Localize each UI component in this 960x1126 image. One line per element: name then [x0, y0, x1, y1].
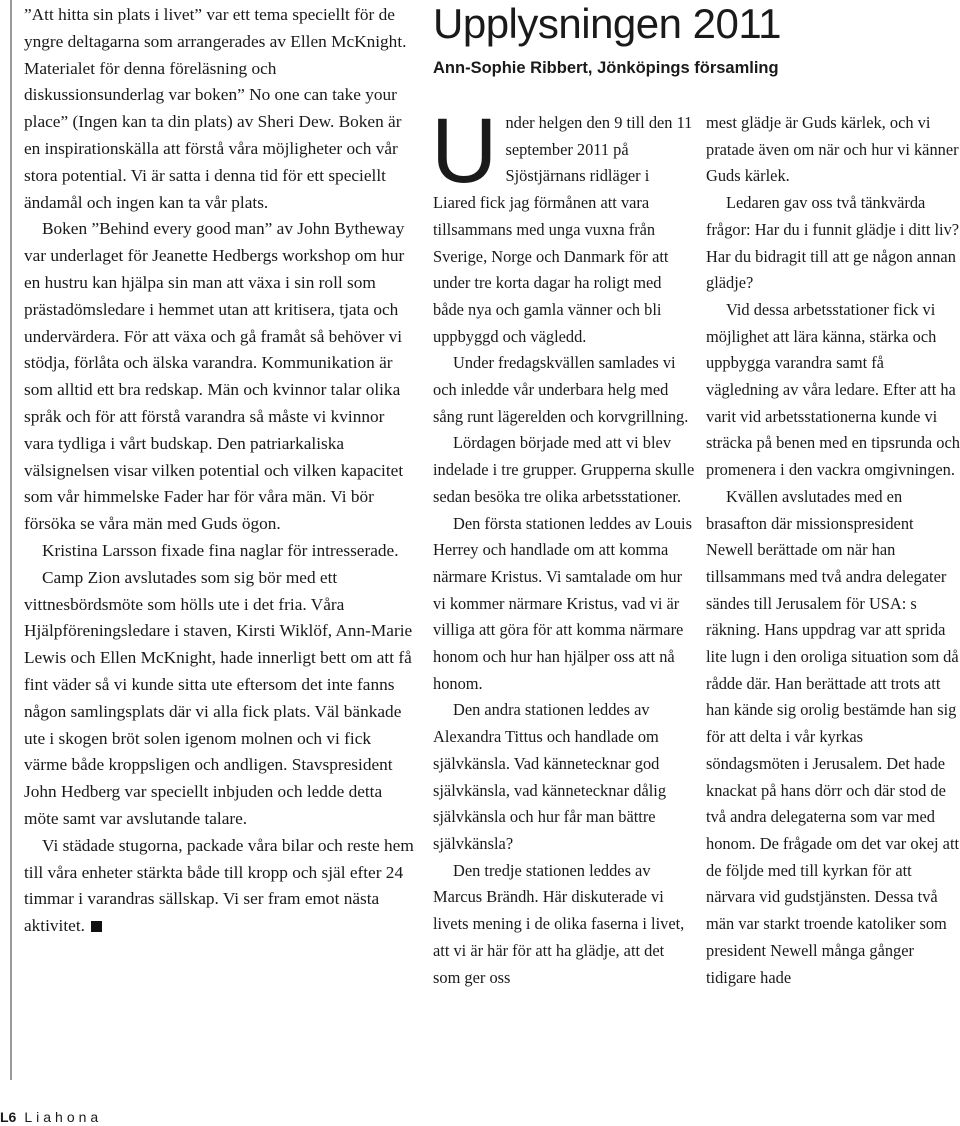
left-paragraph: Kristina Larsson fixade fina naglar för intresserade.	[42, 540, 399, 560]
page-footer	[0, 1109, 102, 1125]
mid-paragraph-first	[431, 100, 695, 350]
end-of-article-mark	[91, 921, 102, 932]
mid-paragraph: Den andra stationen leddes av Alexandra Tittus och handlade om självkänsla. Vad kännetecknar god självkänsla, vad kännetecknar dålig självkänsla och hur får man bättre självkänsla?	[433, 700, 667, 853]
left-column	[24, 2, 418, 940]
left-paragraph: Camp Zion avslutades som sig bör med ett vittnesbördsmöte som hölls ute i det fria. Våra Hjälpföreningsledare i staven, Kirsti Wiklöf, Ann-Marie Lewis och Ellen McKnight, hade innerligt bett om att få fint väder så vi kunde sitta ute eftersom det inte fanns någon samlingsplats där vi alla fick plats. Väl bänkade ute i skogen bröt solen igenom molnen och vi fick värme både kroppsligen och andligen. Stavspresident John Hedberg var speciellt inbjuden och ledde detta möte samt var avslutande talare.	[24, 567, 413, 828]
left-paragraph: Boken ”Behind every good man” av John Bytheway var underlaget för Jeanette Hedbergs workshop om hur en hustru kan hjälpa sin man att växa i sin roll som prästadömsledare i hemmet utan att kritisera, tjata och undervärdera. För att växa och gå framåt så behöver vi stödja, förlåta och älska varandra. Kommunikation är som alltid ett bra redskap. Män och kvinnor talar olika språk och för att förstå varandra så måste vi kvinnor vara tydliga i vårt budskap. Den patriarkaliska välsignelsen visar vilken potential och vilken kapacitet som vår himmelske Fader har för våra män. Vi bör försöka se våra män med Guds ögon.	[24, 219, 405, 534]
page-number: L6	[0, 1109, 17, 1125]
article-byline: Ann-Sophie Ribbert, Jönköpings församling	[433, 59, 779, 77]
mid-paragraph: Den första stationen leddes av Louis Herrey och handlade om att komma närmare Kristus. Vi samtalade om hur vi kommer närmare Kristus, vad vi är villiga att göra för att komma närmare honom och hur han hjälper oss att nå honom.	[433, 513, 692, 693]
mid-paragraph-text: nder helgen den 9 till den 11 september 2011 på Sjöstjärnans ridläger i Liared fick jag förmånen att vara tillsammans med unga vuxna från Sverige, Norge och Danmark för att under tre korta dagar ha roligt med både nya och gamla vänner och bli uppbyggd och vägledd.	[433, 113, 693, 346]
mid-paragraph: Den tredje stationen leddes av Marcus Brändh. Här diskuterade vi livets mening i de olika faserna i livet, att vi är här för att ha glädje, att det som ger oss	[433, 860, 685, 987]
margin-rule	[10, 0, 12, 1080]
drop-cap: U	[431, 100, 498, 202]
right-paragraph: Kvällen avslutades med en brasafton där missionspresident Newell berättade om när han tillsammans med två andra delegater sändes till Jerusalem för USA: s räkning. Hans uppdrag var att sprida lite lugn i den oroliga situation som då rådde där. Han berättade att trots att han kände sig orolig bestämde han sig för att delta i vår kyrkas söndagsmöten i Jerusalem. Det hade knackat på hans dörr och där stod de två andra delegaterna som var med honom. De frågade om det var okej att de följde med till kyrkan för att närvara vid gudstjänsten. Dessa två män var starkt troende katoliker som president Newell många gånger tidigare hade	[706, 486, 960, 987]
right-column	[706, 110, 960, 991]
magazine-name: Liahona	[24, 1109, 103, 1125]
article-title: Upplysningen 2011	[433, 0, 781, 47]
left-paragraph: ”Att hitta sin plats i livet” var ett tema speciellt för de yngre deltagarna som arrangerades av Ellen McKnight. Materialet för denna föreläsning och diskussionsunderlag var boken” No one can take your place” (Ingen kan ta din plats) av Sheri Dew. Boken är en inspirationskälla att förstå våra möjligheter och vår stora potential. Vi är satta i denna tid för ett speciellt ändamål och ingen kan ta vår plats.	[24, 5, 407, 212]
left-paragraph-text: Vi städade stugorna, packade våra bilar och reste hem till våra enheter stärkta både till kropp och själ efter 24 timmar i varandras sällskap. Vi ser fram emot nästa aktivitet.	[24, 835, 414, 936]
middle-column	[431, 100, 695, 991]
mid-paragraph: Under fredagskvällen samlades vi och inledde vår underbara helg med sång runt lägerelden och korvgrillning.	[433, 353, 689, 426]
right-paragraph: Ledaren gav oss två tänkvärda frågor: Har du i funnit glädje i ditt liv? Har du bidragit till att ge någon annan glädje?	[706, 193, 960, 293]
right-paragraph: Vid dessa arbetsstationer fick vi möjlighet att lära känna, stärka och uppbygga varandra samt få vägledning av våra ledare. Efter att ha varit vid arbetsstationerna kunde vi sträcka på benen med en tipsrunda och promenera i den vackra omgivningen.	[706, 299, 960, 480]
left-paragraph-final	[24, 833, 418, 940]
mid-paragraph: Lördagen började med att vi blev indelade i tre grupper. Grupperna skulle sedan besöka tre olika arbetsstationer.	[433, 433, 695, 506]
right-paragraph: mest glädje är Guds kärlek, och vi pratade även om när och hur vi känner Guds kärlek.	[706, 113, 959, 186]
